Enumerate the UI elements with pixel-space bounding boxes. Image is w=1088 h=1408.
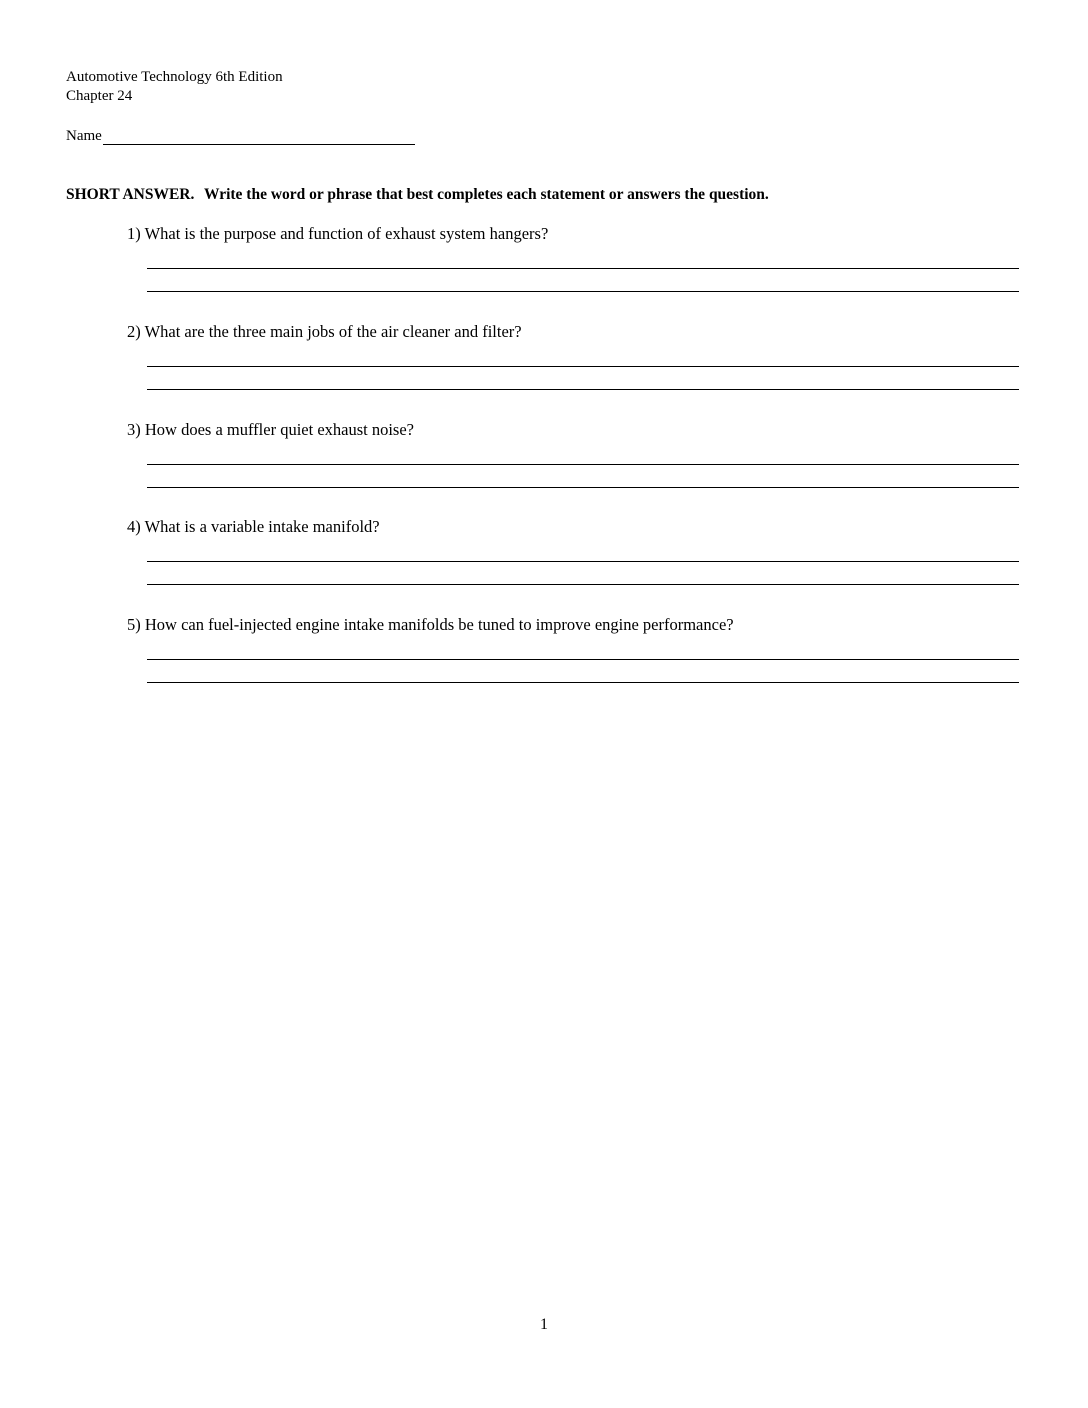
question-prompt: What is a variable intake manifold? bbox=[144, 517, 380, 536]
question-2 bbox=[127, 322, 1019, 342]
question-1 bbox=[127, 224, 1019, 244]
question-prompt: What are the three main jobs of the air cleaner and filter? bbox=[144, 322, 522, 341]
answer-line[interactable] bbox=[147, 268, 1019, 269]
question-prompt: How can fuel-injected engine intake manifolds be tuned to improve engine performance? bbox=[144, 615, 734, 634]
answer-line[interactable] bbox=[147, 561, 1019, 562]
name-blank-line[interactable] bbox=[103, 126, 415, 145]
question-number: 3) bbox=[127, 420, 141, 439]
answer-line[interactable] bbox=[147, 659, 1019, 660]
question-prompt: How does a muffler quiet exhaust noise? bbox=[144, 420, 414, 439]
question-text bbox=[127, 224, 1019, 244]
chapter-label: Chapter 24 bbox=[66, 88, 133, 104]
question-text bbox=[127, 420, 1019, 440]
question-3 bbox=[127, 420, 1019, 440]
question-text bbox=[127, 322, 1019, 342]
answer-line[interactable] bbox=[147, 464, 1019, 465]
section-label: SHORT ANSWER. bbox=[66, 186, 195, 203]
question-prompt: What is the purpose and function of exhaust system hangers? bbox=[144, 224, 549, 243]
answer-line[interactable] bbox=[147, 682, 1019, 683]
course-title: Automotive Technology 6th Edition bbox=[66, 69, 283, 85]
name-field-row bbox=[66, 126, 415, 145]
question-4 bbox=[127, 517, 1019, 537]
question-text bbox=[127, 517, 1019, 537]
answer-line[interactable] bbox=[147, 584, 1019, 585]
question-number: 2) bbox=[127, 322, 141, 341]
page-number: 1 bbox=[540, 1316, 548, 1333]
instructions bbox=[66, 186, 769, 204]
answer-line[interactable] bbox=[147, 487, 1019, 488]
question-text bbox=[127, 615, 1019, 635]
question-number: 1) bbox=[127, 224, 141, 243]
answer-line[interactable] bbox=[147, 366, 1019, 367]
instructions-text: Write the word or phrase that best completes each statement or answers the question. bbox=[203, 186, 769, 203]
question-number: 5) bbox=[127, 615, 141, 634]
answer-line[interactable] bbox=[147, 389, 1019, 390]
name-label: Name bbox=[66, 128, 102, 144]
answer-line[interactable] bbox=[147, 291, 1019, 292]
question-5 bbox=[127, 615, 1019, 635]
question-number: 4) bbox=[127, 517, 141, 536]
